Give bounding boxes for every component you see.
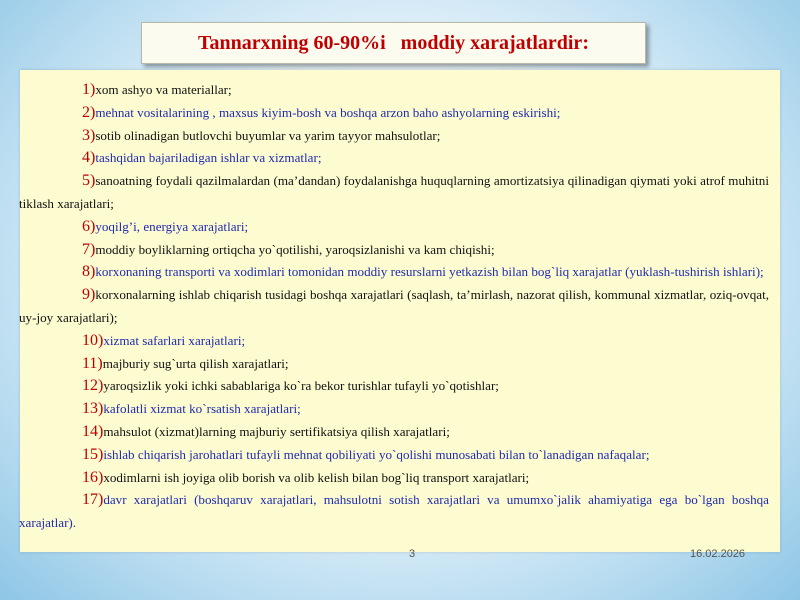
item-number: 3)	[82, 126, 96, 144]
item-number: 15)	[82, 445, 104, 463]
list-item	[60, 398, 769, 421]
title-box	[141, 22, 646, 64]
item-text: majburiy sug`urta qilish xarajatlari;	[102, 355, 289, 371]
list-item	[60, 79, 769, 102]
item-number: 10)	[82, 331, 104, 349]
item-text: moddiy boyliklarning ortiqcha yo`qotilishi, yaroqsizlanishi va kam chiqishi;	[95, 241, 495, 257]
item-text: ishlab chiqarish jarohatlari tufayli mehnat qobiliyati yo`qolishi munosabati bilan to`lanadigan nafaqalar;	[103, 446, 650, 462]
list-item	[60, 147, 769, 170]
item-text: xom ashyo va materiallar;	[95, 82, 232, 97]
item-text: xodimlarni ish joyiga olib borish va olib kelish bilan bog`liq transport xarajatlari;	[103, 469, 530, 485]
list-item	[60, 353, 769, 376]
item-text: kafolatli xizmat ko`rsatish xarajatlari;	[103, 401, 301, 417]
item-text: yoqilg’i, energiya xarajatlari;	[95, 218, 249, 234]
list-item	[19, 261, 769, 284]
page-number: 3	[409, 548, 416, 560]
item-number: 8)	[82, 263, 96, 281]
slide-date: 16.02.2026	[690, 548, 746, 560]
list-item	[60, 375, 769, 398]
list-item	[60, 102, 769, 125]
item-number: 1)	[82, 81, 96, 98]
item-number: 16)	[82, 468, 104, 486]
item-number: 11)	[82, 354, 103, 372]
item-text: yaroqsizlik yoki ichki sabablariga ko`ra bekor turishlar tufayli yo`qotishlar;	[103, 378, 499, 394]
item-text: mehnat vositalarining , maxsus kiyim-bosh va boshqa arzon baho ashyolarning eskirishi;	[95, 104, 561, 120]
item-text: mahsulot (xizmat)larning majburiy sertifikatsiya qilish xarajatlari;	[103, 423, 450, 439]
list-item	[60, 330, 769, 353]
list-item	[19, 170, 769, 216]
list-item	[60, 421, 769, 444]
item-number: 17)	[82, 491, 104, 509]
item-text: tashqidan bajariladigan ishlar va xizmatlar;	[95, 150, 322, 166]
item-number: 2)	[82, 103, 96, 121]
item-text: korxonalarning ishlab chiqarish tusidagi boshqa xarajatlari (saqlash, ta’mirlash, nazorat qilish, kommunal xizmatlar, oziq-ovqat, uy-joy xarajatlari);	[19, 287, 769, 325]
item-number: 13)	[82, 400, 104, 418]
item-text: sanoatning foydali qazilmalardan (ma’dandan) foydalanishga huquqlarning amortizatsiya qilinadigan qiymati yoki atrof muhitni tiklash xarajatlari;	[19, 173, 769, 211]
item-number: 6)	[82, 217, 96, 235]
item-number: 5)	[82, 172, 96, 190]
list-item	[60, 125, 769, 148]
item-text: korxonaning transporti va xodimlari tomonidan moddiy resurslarni yetkazish bilan bog`liq xarajatlar (yuklash-tushirish ishlari);	[95, 264, 764, 280]
item-number: 7)	[82, 240, 96, 258]
item-text: xizmat safarlari xarajatlari;	[103, 332, 246, 348]
item-text: davr xarajatlari (boshqaruv xarajatlari, mahsulotni sotish xarajatlari va umumxo`jalik ahamiyatiga ega bo`lgan boshqa xarajatlar).	[19, 492, 769, 531]
item-number: 4)	[82, 149, 96, 167]
list-item	[19, 284, 769, 330]
item-number: 9)	[82, 286, 96, 304]
item-number: 12)	[82, 377, 104, 395]
item-text: sotib olinadigan butlovchi buyumlar va yarim tayyor mahsulotlar;	[95, 127, 441, 143]
item-number: 14)	[82, 422, 104, 440]
content-panel	[20, 70, 780, 552]
list-item	[19, 489, 769, 535]
list-item	[60, 239, 769, 262]
list-item	[60, 444, 769, 467]
list-item	[60, 216, 769, 239]
page-title: Tannarxning 60-90%i moddiy xarajatlardir:	[198, 31, 589, 54]
list-item	[60, 467, 769, 490]
